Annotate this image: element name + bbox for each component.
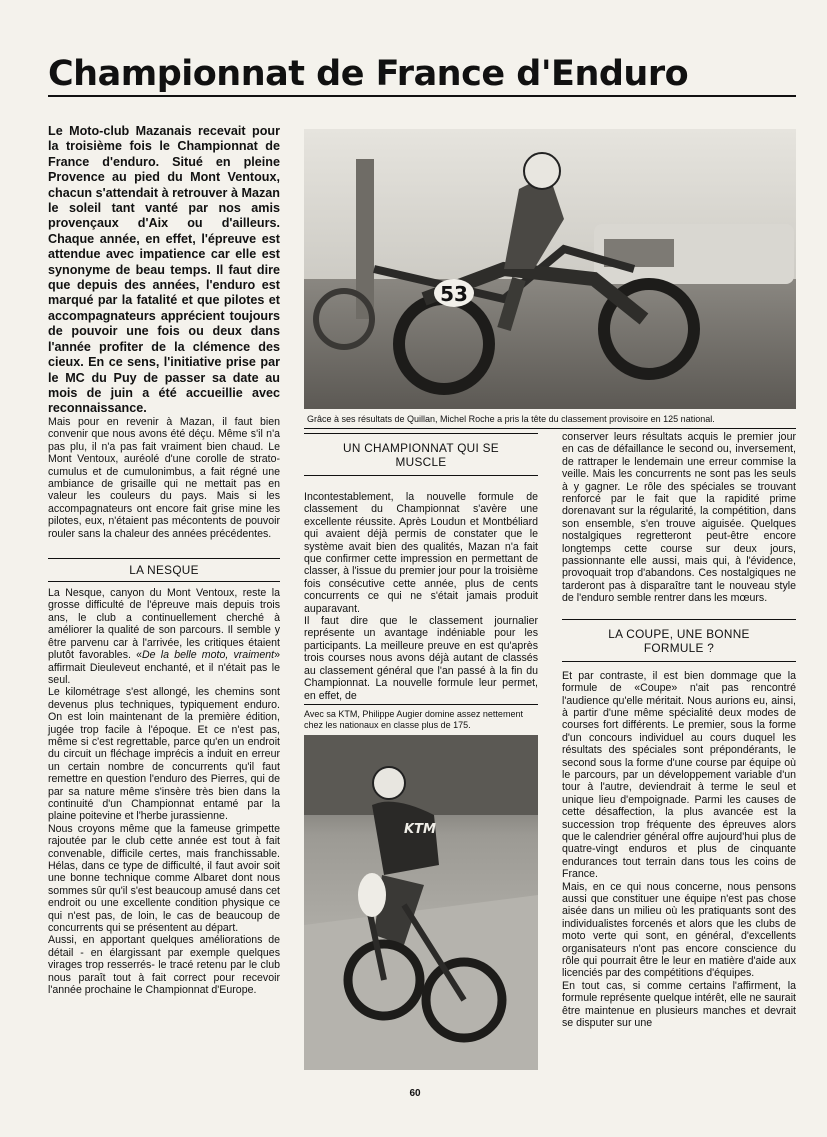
caption-top-photo: Grâce à ses résultats de Quillan, Michel Roche a pris la tête du classement provisoire en 125 national. <box>307 414 715 424</box>
paragraph: En tout cas, si comme certains l'affirment, la formule représente quelque intérêt, elle ne saurait être maintenue en plusieurs manches et devrait se disputer sur une <box>562 979 796 1030</box>
column-3 <box>562 431 796 1029</box>
column-1 <box>48 416 280 996</box>
photo-philippe-augier <box>304 735 538 1070</box>
section-rule <box>562 619 796 620</box>
paragraph: Mais pour en revenir à Mazan, il faut bien convenir que nous avons été déçu. Même s'il n'a pas plu, il n'a pas fait vraiment bien chaud. Le Mont Ventoux, auréolé d'une corolle de strato-cumulus et de cumulonimbus, a fait régné une ambiance de grisaille qui ne mettait pas en valeur les couleurs du pays. Mais si les accompagnateurs ont encore fait grise mine les pilotes, eux, n'étaient pas mécontents de pouvoir rouler sans la chaleur des années précédentes. <box>48 416 280 540</box>
paragraph: Aussi, en apportant quelques améliorations de détail - en élargissant par exemple quelques virages trop resserrés- le tracé retenu par le club nous paraît tout à fait correct pour recevoir l'année prochaine le Championnat d'Europe. <box>48 934 280 997</box>
quote: De la belle moto, vraiment <box>142 649 275 662</box>
caption-rule <box>304 704 538 705</box>
paragraph: Et par contraste, il est bien dommage que la formule de «Coupe» n'ait pas rencontré l'audience qu'elle méritait. Nous aurions eu, ainsi, à partir d'une même spécialité deux modes de courses fort différents. Le premier, sous la forme d'un concours individuel au cours duquel les résultats des spéciales sont prépondérants, le second sous la forme d'une course par équipe où le parcours, par un développement variable d'un tour à l'autre, deviendrait à terme le seul et unique lieu d'empoignade. Parmi les causes de cette désaffection, la plus avancée est la succession trop fréquente des épreuves alors que le calendrier général offre aujourd'hui plus de quatre-vingt enduros et plus de cinquante endurances tout terrain dans tous les coins de France. <box>562 669 796 881</box>
section-heading-muscle: UN CHAMPIONNAT QUI SE MUSCLE <box>343 441 499 469</box>
paragraph: Il faut dire que le classement journalier représente un avantage indéniable pour les participants. La meilleure preuve en est qu'après trois courses nous avons déjà autant de classés au classement général que l'an passé à la fin du Championnat. La nouvelle formule leur permet, en effet, de <box>304 615 538 702</box>
ktm-logo: KTM <box>404 822 436 837</box>
section-rule <box>48 558 280 559</box>
enduro-rider-photo-illustration <box>304 735 538 1070</box>
section-rule <box>304 433 538 434</box>
paragraph: La Nesque, canyon du Mont Ventoux, reste la grosse difficulté de l'épreuve mais depuis trois ans, le club a continuellement cherché à améliorer la qualité de son parcours. Il semble y être parvenu car à l'arrivée, les critiques étaient plutôt favorables. «De la belle moto, vraiment» affirmait Dieuleveut enchanté, et il n'était pas le seul. <box>48 587 281 686</box>
paragraph: Nous croyons même que la fameuse grimpette rajoutée par le club cette année est tout à fait convenable, difficile certes, mais franchissable. Hélas, dans ce type de difficulté, il faut avoir soit une bonne technique comme Albaret dont nous sommes sûr qu'il s'est beaucoup amusé dans cet endroit ou une excellente condition physique ce qui n'est pas, de loin, le cas de beaucoup de concurrents qui se présentent au départ. <box>48 822 280 935</box>
caption-rule <box>304 428 796 429</box>
caption-ktm-photo: Avec sa KTM, Philippe Augier domine assez nettement chez les nationaux en classe plus de 175. <box>304 709 523 730</box>
title-rule <box>48 95 796 97</box>
column-2 <box>304 433 538 702</box>
section-heading-coupe: LA COUPE, UNE BONNE FORMULE ? <box>608 626 750 655</box>
section-heading-nesque: LA NESQUE <box>129 563 199 578</box>
paragraph: conserver leurs résultats acquis le premier jour en cas de défaillance le second ou, inversement, de rattraper le lendemain une erreur commise la veille. Mais les concurrents ne sont pas les seuls à y gagner. Le rôle des spéciales se trouvant renforcé par le fait que la rapidité prime dorenavant sur la régularité, la compétition, dans son ensemble, s'en trouve aiguisée. Quelques nostalgiques regretteront peut-être encore longtemps cette course sur deux jours, passionnante elle aussi, mais qui, à l'évidence, provoquait trop d'abandons. Ces nostalgiques ne tarderont pas à disparaître tant le nouveau style de l'enduro semble rentrer dans les mœurs. <box>562 431 796 605</box>
paragraph: Mais, en ce qui nous concerne, nous pensons aussi que constituer une équipe n'est pas chose aisée dans un milieu où les pratiquants sont des individualistes forcenés et alors que les clubs de moto verte qui sont, en général, d'excellents organisateurs n'ont pas encore conscience du rôle qui pourrait être le leur en matière d'aide aux licenciés par des compétitions d'équipes. <box>562 880 796 980</box>
paragraph: Le kilométrage s'est allongé, les chemins sont devenus plus techniques, typiquement enduro. On est loin maintenant de la première édition, jugée trop facile à l'époque. Et ce n'est pas, même si c'est regrettable, parce qu'en un endroit du circuit un fléchage imprécis a induit en erreur un certain nombre de concurrents qu'il faut remettre en question l'enduro des Pierres, qui de par sa nature même s'insère très bien dans la continuité d'un Championnat entamé par la plaine poitevine et l'herbe jurassienne. <box>48 686 280 823</box>
intro-paragraph: Le Moto-club Mazanais recevait pour la troisième fois le Championnat de France d'enduro. Situé en pleine Provence au pied du Mont Ventoux, chacun s'attendait à retrouver à Mazan le soleil tant vanté par nos amis provençaux d'Aix ou d'ailleurs. Chaque année, en effet, l'épreuve est attendue avec impatience car elle est synonyme de beau temps. Il faut dire que depuis des années, l'enduro est marqué par la fatalité et que pilotes et accompagnateurs apprécient toujours de pouvoir une fois ou deux dans l'année profiter de la clémence des cieux. En ce sens, l'initiative prise par le MC du Puy de passer sa date au mois de juin a été accueillie avec reconnaissance. <box>48 124 280 416</box>
article-title: Championnat de France d'Enduro <box>48 54 689 94</box>
motocross-photo-illustration <box>304 129 796 409</box>
photo-michel-roche <box>304 129 796 409</box>
paragraph: Incontestablement, la nouvelle formule de classement du Championnat s'avère une excellente réussite. Après Loudun et Montbéliard qui avaient déjà permis de constater que le système avait bien des qualités, Mazan n'a fait que confirmer cette impression en permettant de classer, à l'issue du premier jour pour la troisième fois consécutive cette année, plus de cents concurrents ce qui ne s'était jamais produit auparavant. <box>304 491 538 615</box>
page-number: 60 <box>409 1088 421 1099</box>
bike-number: 53 <box>440 282 468 306</box>
